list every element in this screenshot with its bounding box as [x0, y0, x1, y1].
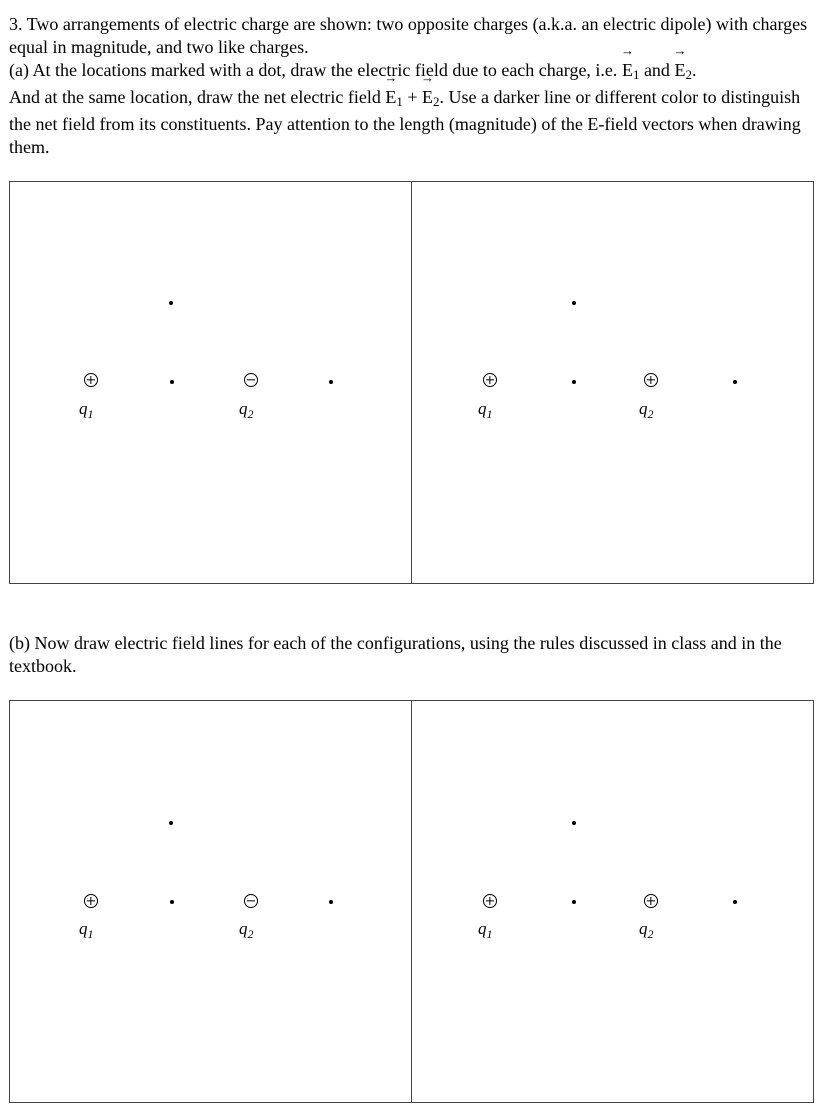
dipole-panel-a[interactable]	[10, 182, 412, 584]
vector-e1-sum: → E	[385, 86, 396, 109]
problem-statement	[9, 13, 821, 159]
problem-intro: 3. Two arrangements of electric charge are shown: two opposite charges (a.k.a. an electric dipole) with charges equal in magnitude, and two like charges.	[9, 14, 808, 57]
part-a-text	[9, 59, 821, 159]
label-q2: $q_2$	[639, 399, 654, 421]
vector-e2: → E	[674, 59, 685, 82]
charge-q2-negative	[244, 373, 258, 387]
field-point-right[interactable]	[329, 900, 333, 904]
field-point-top[interactable]	[169, 821, 173, 825]
label-q1: $q_1$	[478, 399, 493, 421]
charge-q1-positive	[483, 373, 497, 387]
charge-q2-positive	[644, 373, 658, 387]
part-b-drawing-grid	[9, 700, 814, 1103]
like-charges-panel-b[interactable]	[412, 701, 814, 1103]
subscript-2-sum: 2	[433, 94, 440, 109]
field-point-top[interactable]	[169, 301, 173, 305]
subscript-2: 2	[685, 67, 692, 82]
label-q1: $q_1$	[79, 919, 94, 941]
field-point-top[interactable]	[572, 821, 576, 825]
part-a-text-3: . Use a darker line or different color to distinguish the net field from its constituents. Pay attention to the length (magnitude) of the E-field vectors when drawing them.	[9, 87, 801, 157]
and-word: and	[639, 60, 675, 80]
part-a-text-2: And at the same location, draw the net electric field	[9, 87, 386, 107]
plus-sign: +	[402, 87, 423, 107]
vector-e1: → E	[622, 59, 633, 82]
field-point-right[interactable]	[733, 380, 737, 384]
charge-q1-positive	[84, 373, 98, 387]
subscript-1-sum: 1	[396, 94, 403, 109]
field-point-right[interactable]	[733, 900, 737, 904]
dipole-panel-b[interactable]	[10, 701, 412, 1103]
charge-q1-positive	[483, 894, 497, 908]
label-q2: $q_2$	[239, 919, 254, 941]
field-point-middle[interactable]	[170, 900, 174, 904]
field-point-right[interactable]	[329, 380, 333, 384]
charge-q1-positive	[84, 894, 98, 908]
label-q1: $q_1$	[478, 919, 493, 941]
field-point-middle[interactable]	[170, 380, 174, 384]
charge-q2-positive	[644, 894, 658, 908]
part-b-text: (b) Now draw electric field lines for each of the configurations, using the rules discussed in class and in the textbook.	[9, 633, 782, 676]
field-point-middle[interactable]	[572, 380, 576, 384]
subscript-1: 1	[632, 67, 640, 82]
field-point-top[interactable]	[572, 301, 576, 305]
label-q2: $q_2$	[639, 919, 654, 941]
part-b-statement	[9, 632, 821, 678]
charge-q2-negative	[244, 894, 258, 908]
vector-e2-sum: → E	[422, 86, 433, 109]
label-q2: $q_2$	[239, 399, 254, 421]
period: .	[691, 60, 697, 80]
part-a-drawing-grid	[9, 181, 814, 584]
label-q1: $q_1$	[79, 399, 94, 421]
like-charges-panel-a[interactable]	[412, 182, 814, 584]
part-a-text-1: (a) At the locations marked with a dot, draw the electric field due to each charge, i.e.	[9, 60, 622, 80]
field-point-middle[interactable]	[572, 900, 576, 904]
